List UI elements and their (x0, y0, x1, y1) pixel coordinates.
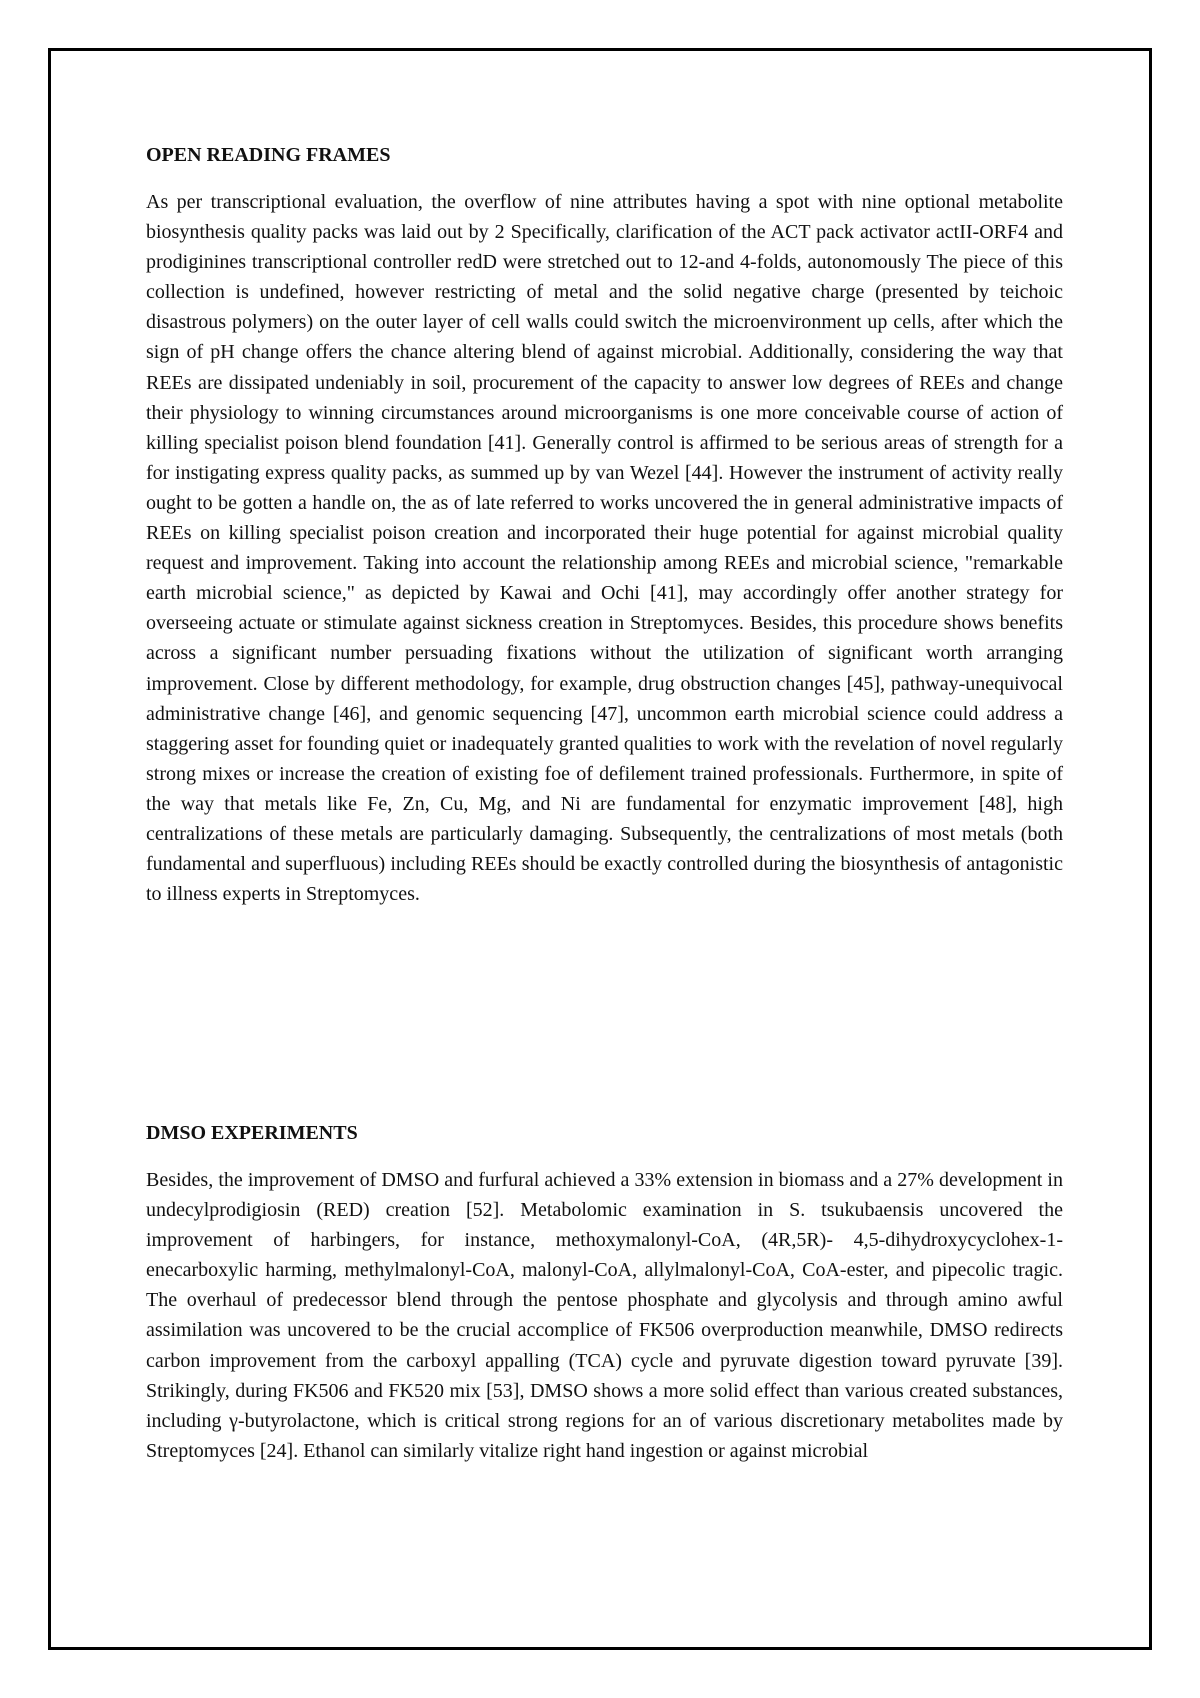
section-open-reading-frames (146, 140, 1063, 909)
section-paragraph: Besides, the improvement of DMSO and furfural achieved a 33% extension in biomass and a 27% development in undecylprodigiosin (RED) creation [52]. Metabolomic examination in S. tsukubaensis uncovered the improvement of harbingers, for instance, methoxymalonyl-CoA, (4R,5R)- 4,5-dihydroxycyclohex-1-enecarboxylic harming, methylmalonyl-CoA, malonyl-CoA, allylmalonyl-CoA, CoA-ester, and pipecolic tragic. The overhaul of predecessor blend through the pentose phosphate and glycolysis and through amino awful assimilation was uncovered to be the crucial accomplice of FK506 overproduction meanwhile, DMSO redirects carbon improvement from the carboxyl appalling (TCA) cycle and pyruvate digestion toward pyruvate [39]. Strikingly, during FK506 and FK520 mix [53], DMSO shows a more solid effect than various created substances, including γ-butyrolactone, which is critical strong regions for an of various discretionary metabolites made by Streptomyces [24]. Ethanol can similarly vitalize right hand ingestion or against microbial (146, 1169, 1063, 1462)
section-heading: DMSO EXPERIMENTS (146, 1122, 358, 1144)
section-heading: OPEN READING FRAMES (146, 144, 391, 166)
section-dmso-experiments (146, 1118, 1063, 1466)
section-paragraph: As per transcriptional evaluation, the overflow of nine attributes having a spot with nine optional metabolite biosynthesis quality packs was laid out by 2 Specifically, clarification of the ACT pack activator actII-ORF4 and prodiginines transcriptional controller redD were stretched out to 12-and 4-folds, autonomously The piece of this collection is undefined, however restricting of metal and the solid negative charge (presented by teichoic disastrous polymers) on the outer layer of cell walls could switch the microenvironment up cells, after which the sign of pH change offers the chance altering blend of against microbial. Additionally, considering the way that REEs are dissipated undeniably in soil, procurement of the capacity to answer low degrees of REEs and change their physiology to winning circumstances around microorganisms is one more conceivable course of action of killing specialist poison blend foundation [41]. Generally control is affirmed to be serious areas of strength for a for instigating express quality packs, as summed up by van Wezel [44]. However the instrument of activity really ought to be gotten a handle on, the as of late referred to works uncovered the in general administrative impacts of REEs on killing specialist poison creation and incorporated their huge potential for against microbial quality request and improvement. Taking into account the relationship among REEs and microbial science, "remarkable earth microbial science," as depicted by Kawai and Ochi [41], may accordingly offer another strategy for overseeing actuate or stimulate against sickness creation in Streptomyces. Besides, this procedure shows benefits across a significant number persuading fixations without the utilization of significant worth arranging improvement. Close by different methodology, for example, drug obstruction changes [45], pathway-unequivocal administrative change [46], and genomic sequencing [47], uncommon earth microbial science could address a staggering asset for founding quiet or inadequately granted qualities to work with the revelation of novel regularly strong mixes or increase the creation of existing foe of defilement trained professionals. Furthermore, in spite of the way that metals like Fe, Zn, Cu, Mg, and Ni are fundamental for enzymatic improvement [48], high centralizations of these metals are particularly damaging. Subsequently, the centralizations of most metals (both fundamental and superfluous) including REEs should be exactly controlled during the biosynthesis of antagonistic to illness experts in Streptomyces. (146, 191, 1063, 906)
